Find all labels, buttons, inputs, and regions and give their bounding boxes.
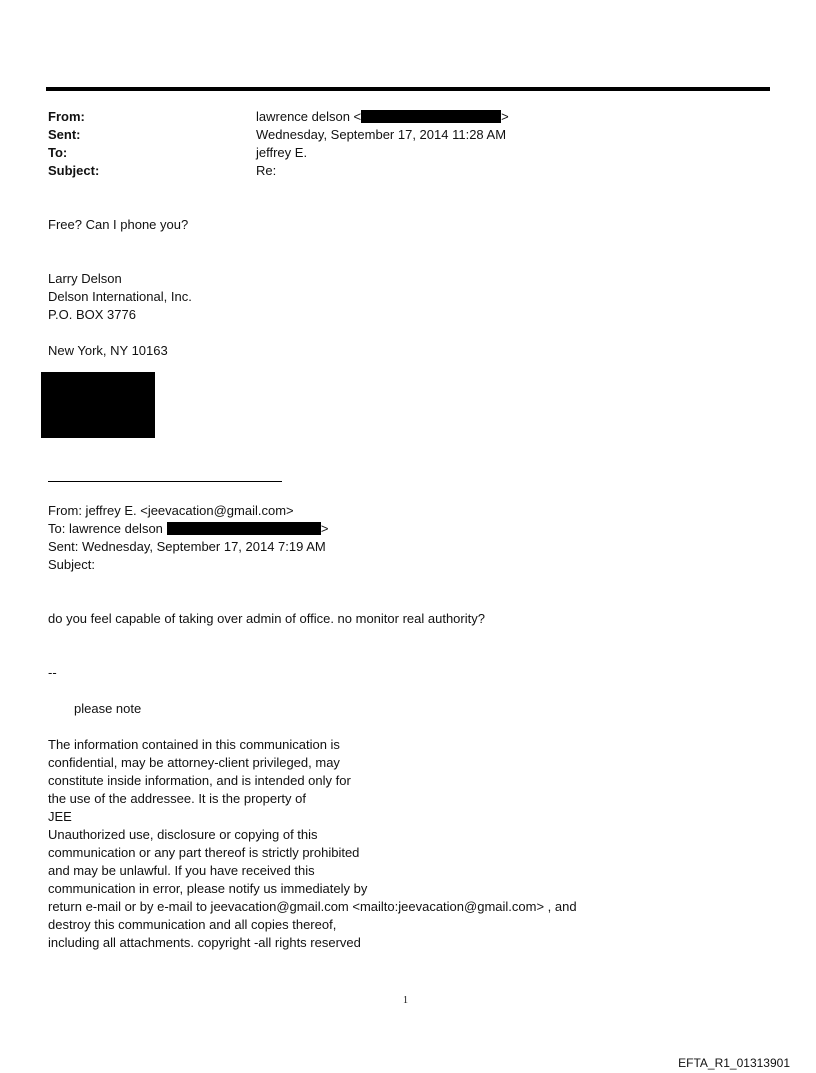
sent-label: Sent: bbox=[48, 127, 81, 142]
disclaimer-line: The information contained in this communication is bbox=[48, 737, 340, 752]
subject-label: Subject: bbox=[48, 163, 100, 178]
from-suffix: > bbox=[501, 109, 509, 124]
sent-value: Wednesday, September 17, 2014 11:28 AM bbox=[256, 127, 507, 142]
disclaimer-line: return e-mail or by e-mail to jeevacation@gmail.com <mailto:jeevacation@gmail.com> , and bbox=[48, 899, 577, 914]
to-value: jeffrey E. bbox=[256, 145, 308, 160]
disclaimer-line: constitute inside information, and is intended only for bbox=[48, 773, 351, 788]
page-number: 1 bbox=[403, 995, 408, 1006]
disclaimer-line: and may be unlawful. If you have received this bbox=[48, 863, 315, 878]
from-value bbox=[256, 108, 509, 126]
original-sent: Sent: Wednesday, September 17, 2014 7:19 AM bbox=[48, 539, 326, 554]
disclaimer-line: including all attachments. copyright -all rights reserved bbox=[48, 935, 361, 950]
signature-company: Delson International, Inc. bbox=[48, 289, 192, 304]
header-rule bbox=[46, 87, 770, 91]
disclaimer-line: communication in error, please notify us immediately by bbox=[48, 881, 368, 896]
signature-name: Larry Delson bbox=[48, 271, 122, 286]
signature-dashes: -- bbox=[48, 665, 57, 680]
disclaimer-line: JEE bbox=[48, 809, 72, 824]
redaction-bar bbox=[167, 522, 321, 535]
disclaimer-line: Unauthorized use, disclosure or copying of this bbox=[48, 827, 318, 842]
to-label: To: bbox=[48, 145, 68, 160]
from-name: lawrence delson < bbox=[256, 109, 362, 124]
original-to-prefix: To: lawrence delson bbox=[48, 521, 163, 536]
reply-body: Free? Can I phone you? bbox=[48, 217, 189, 232]
redaction-block bbox=[41, 372, 155, 438]
disclaimer-line: confidential, may be attorney-client privileged, may bbox=[48, 755, 340, 770]
original-to bbox=[48, 520, 329, 538]
subject-value: Re: bbox=[256, 163, 277, 178]
original-body: do you feel capable of taking over admin of office. no monitor real authority? bbox=[48, 611, 485, 626]
disclaimer-line: communication or any part thereof is strictly prohibited bbox=[48, 845, 360, 860]
please-note: please note bbox=[74, 701, 142, 716]
original-to-suffix: > bbox=[320, 521, 329, 536]
original-subject: Subject: bbox=[48, 557, 95, 572]
bates-number: EFTA_R1_01313901 bbox=[678, 1056, 790, 1070]
disclaimer-line: the use of the addressee. It is the property of bbox=[48, 791, 306, 806]
from-label: From: bbox=[48, 109, 85, 124]
redaction-bar bbox=[361, 110, 501, 123]
original-from: From: jeffrey E. <jeevacation@gmail.com> bbox=[48, 503, 294, 518]
signature-box: P.O. BOX 3776 bbox=[48, 307, 136, 322]
disclaimer-line: destroy this communication and all copies thereof, bbox=[48, 917, 337, 932]
separator-line bbox=[48, 481, 282, 482]
signature-city: New York, NY 10163 bbox=[48, 343, 168, 358]
